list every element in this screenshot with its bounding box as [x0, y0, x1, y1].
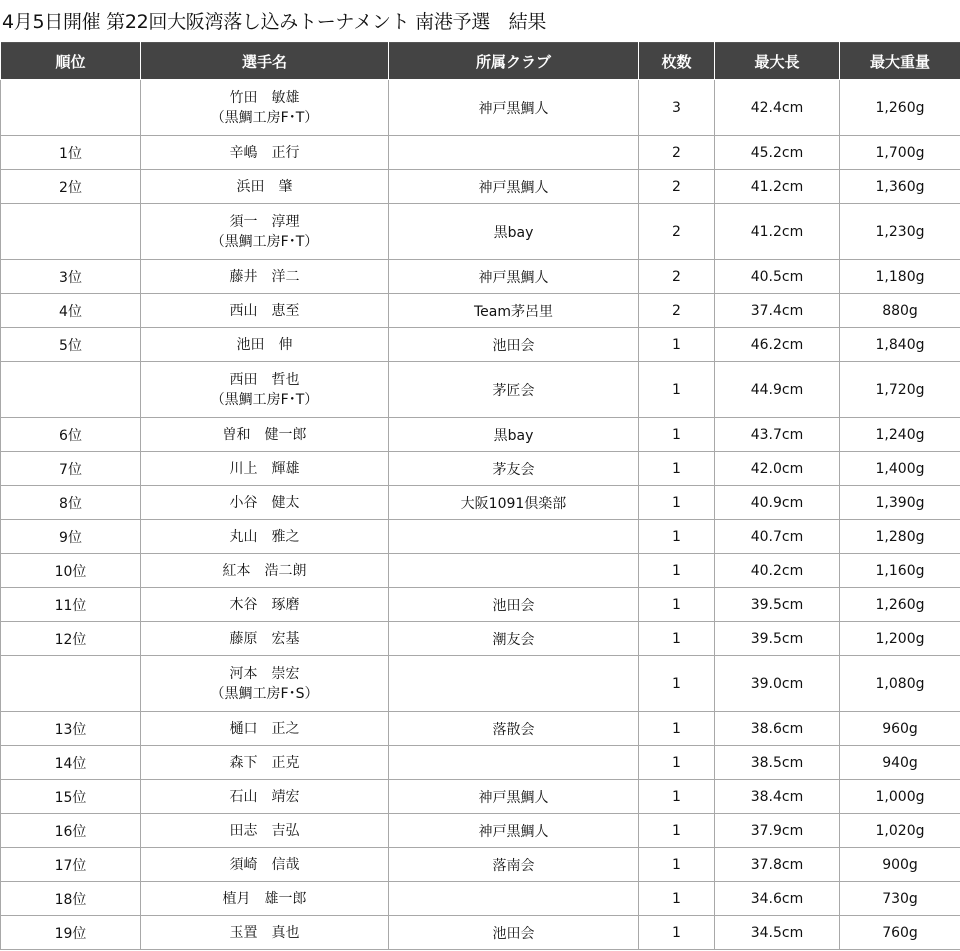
- rank-cell: [1, 80, 141, 136]
- max-length-cell: 41.2cm: [715, 204, 840, 260]
- table-row: [1, 486, 960, 520]
- club-cell: 神戸黒鯛人: [389, 170, 639, 204]
- club-cell: [389, 520, 639, 554]
- player-name: 樋口 正之: [229, 720, 300, 737]
- max-length-cell: 45.2cm: [715, 136, 840, 170]
- count-cell: 1: [639, 712, 715, 746]
- max-weight-cell: 1,840g: [840, 328, 960, 362]
- max-length-cell: 34.5cm: [715, 916, 840, 950]
- player-name: 石山 靖宏: [229, 788, 300, 805]
- max-length-cell: 38.5cm: [715, 746, 840, 780]
- max-length-cell: 46.2cm: [715, 328, 840, 362]
- header-max-length: 最大長: [715, 43, 840, 80]
- table-row: [1, 362, 960, 418]
- results-table: [0, 42, 960, 950]
- max-length-cell: 37.9cm: [715, 814, 840, 848]
- name-cell: [141, 712, 389, 746]
- table-row: [1, 622, 960, 656]
- club-cell: 茅友会: [389, 452, 639, 486]
- rank-cell: [1, 204, 141, 260]
- max-weight-cell: 1,020g: [840, 814, 960, 848]
- table-row: [1, 588, 960, 622]
- player-name: 浜田 肇: [236, 178, 293, 195]
- club-cell: [389, 554, 639, 588]
- player-name: 田志 吉弘: [229, 822, 300, 839]
- count-cell: 1: [639, 622, 715, 656]
- max-length-cell: 43.7cm: [715, 418, 840, 452]
- max-length-cell: 42.0cm: [715, 452, 840, 486]
- max-weight-cell: 1,700g: [840, 136, 960, 170]
- table-row: [1, 882, 960, 916]
- player-name: 川上 輝雄: [229, 460, 300, 477]
- name-cell: [141, 136, 389, 170]
- max-length-cell: 40.7cm: [715, 520, 840, 554]
- player-name: 藤原 宏基: [229, 630, 300, 647]
- player-name: 須一 淳理: [229, 213, 300, 230]
- max-length-cell: 39.5cm: [715, 588, 840, 622]
- club-cell: 池田会: [389, 916, 639, 950]
- table-row: [1, 136, 960, 170]
- count-cell: 3: [639, 80, 715, 136]
- count-cell: 1: [639, 848, 715, 882]
- rank-cell: 16位: [1, 814, 141, 848]
- count-cell: 1: [639, 520, 715, 554]
- club-cell: [389, 882, 639, 916]
- club-cell: [389, 656, 639, 712]
- club-cell: 茅匠会: [389, 362, 639, 418]
- rank-cell: 19位: [1, 916, 141, 950]
- name-cell: [141, 656, 389, 712]
- club-cell: 大阪1091倶楽部: [389, 486, 639, 520]
- table-row: [1, 814, 960, 848]
- table-row: [1, 780, 960, 814]
- max-weight-cell: 900g: [840, 848, 960, 882]
- rank-cell: 5位: [1, 328, 141, 362]
- rank-cell: 3位: [1, 260, 141, 294]
- max-weight-cell: 1,390g: [840, 486, 960, 520]
- player-name: 紅本 浩二朗: [222, 562, 307, 579]
- table-row: [1, 712, 960, 746]
- name-cell: [141, 260, 389, 294]
- header-count: 枚数: [639, 43, 715, 80]
- max-length-cell: 39.0cm: [715, 656, 840, 712]
- name-cell: [141, 486, 389, 520]
- name-cell: [141, 170, 389, 204]
- max-weight-cell: 1,200g: [840, 622, 960, 656]
- max-weight-cell: 1,260g: [840, 588, 960, 622]
- max-weight-cell: 1,160g: [840, 554, 960, 588]
- club-cell: [389, 746, 639, 780]
- max-length-cell: 38.4cm: [715, 780, 840, 814]
- club-cell: [389, 136, 639, 170]
- club-cell: 神戸黒鯛人: [389, 780, 639, 814]
- player-name: 河本 崇宏: [229, 665, 300, 682]
- max-weight-cell: 1,400g: [840, 452, 960, 486]
- name-cell: [141, 848, 389, 882]
- name-cell: [141, 814, 389, 848]
- rank-cell: 8位: [1, 486, 141, 520]
- max-weight-cell: 1,230g: [840, 204, 960, 260]
- count-cell: 2: [639, 204, 715, 260]
- max-weight-cell: 1,080g: [840, 656, 960, 712]
- name-cell: [141, 80, 389, 136]
- rank-cell: [1, 362, 141, 418]
- player-affiliation: （黒鯛工房F･S）: [210, 685, 319, 702]
- player-affiliation: （黒鯛工房F･T）: [210, 233, 319, 250]
- club-cell: 神戸黒鯛人: [389, 814, 639, 848]
- player-name: 辛嶋 正行: [229, 144, 300, 161]
- rank-cell: 18位: [1, 882, 141, 916]
- rank-cell: 4位: [1, 294, 141, 328]
- count-cell: 2: [639, 136, 715, 170]
- max-weight-cell: 760g: [840, 916, 960, 950]
- name-cell: [141, 520, 389, 554]
- club-cell: Team茅呂里: [389, 294, 639, 328]
- count-cell: 1: [639, 588, 715, 622]
- page-title: 4月5日開催 第22回大阪湾落し込みトーナメント 南港予選 結果: [2, 11, 547, 33]
- table-row: [1, 452, 960, 486]
- player-name: 西山 恵至: [229, 302, 300, 319]
- max-weight-cell: 1,360g: [840, 170, 960, 204]
- rank-cell: 11位: [1, 588, 141, 622]
- table-row: [1, 204, 960, 260]
- count-cell: 1: [639, 780, 715, 814]
- count-cell: 2: [639, 294, 715, 328]
- max-weight-cell: 1,720g: [840, 362, 960, 418]
- table-row: [1, 916, 960, 950]
- club-cell: 池田会: [389, 588, 639, 622]
- club-cell: 神戸黒鯛人: [389, 80, 639, 136]
- club-cell: 神戸黒鯛人: [389, 260, 639, 294]
- rank-cell: [1, 656, 141, 712]
- name-cell: [141, 746, 389, 780]
- max-length-cell: 40.9cm: [715, 486, 840, 520]
- rank-cell: 1位: [1, 136, 141, 170]
- rank-cell: 17位: [1, 848, 141, 882]
- rank-cell: 12位: [1, 622, 141, 656]
- rank-cell: 14位: [1, 746, 141, 780]
- max-length-cell: 39.5cm: [715, 622, 840, 656]
- name-cell: [141, 780, 389, 814]
- count-cell: 1: [639, 882, 715, 916]
- name-cell: [141, 916, 389, 950]
- club-cell: 黒bay: [389, 418, 639, 452]
- header-name: 選手名: [141, 43, 389, 80]
- player-affiliation: （黒鯛工房F･T）: [210, 391, 319, 408]
- player-name: 藤井 洋二: [229, 268, 300, 285]
- count-cell: 1: [639, 656, 715, 712]
- count-cell: 1: [639, 916, 715, 950]
- player-affiliation: （黒鯛工房F･T）: [210, 109, 319, 126]
- header-rank: 順位: [1, 43, 141, 80]
- max-weight-cell: 940g: [840, 746, 960, 780]
- name-cell: [141, 882, 389, 916]
- rank-cell: 13位: [1, 712, 141, 746]
- club-cell: 落散会: [389, 712, 639, 746]
- rank-cell: 10位: [1, 554, 141, 588]
- count-cell: 1: [639, 362, 715, 418]
- results-body: [1, 80, 960, 950]
- club-cell: 落南会: [389, 848, 639, 882]
- header-max-weight: 最大重量: [840, 43, 960, 80]
- count-cell: 1: [639, 486, 715, 520]
- table-row: [1, 260, 960, 294]
- player-name: 小谷 健太: [229, 494, 300, 511]
- max-weight-cell: 1,280g: [840, 520, 960, 554]
- count-cell: 2: [639, 260, 715, 294]
- name-cell: [141, 204, 389, 260]
- table-row: [1, 170, 960, 204]
- table-row: [1, 848, 960, 882]
- player-name: 植月 雄一郎: [222, 890, 307, 907]
- player-name: 曽和 健一郎: [222, 426, 307, 443]
- name-cell: [141, 588, 389, 622]
- name-cell: [141, 328, 389, 362]
- table-row: [1, 418, 960, 452]
- max-weight-cell: 1,260g: [840, 80, 960, 136]
- player-name: 須崎 信哉: [229, 856, 300, 873]
- count-cell: 1: [639, 452, 715, 486]
- max-weight-cell: 1,240g: [840, 418, 960, 452]
- player-name: 木谷 琢磨: [229, 596, 300, 613]
- name-cell: [141, 294, 389, 328]
- table-row: [1, 520, 960, 554]
- max-length-cell: 40.5cm: [715, 260, 840, 294]
- club-cell: 黒bay: [389, 204, 639, 260]
- club-cell: 池田会: [389, 328, 639, 362]
- name-cell: [141, 452, 389, 486]
- player-name: 池田 伸: [236, 336, 293, 353]
- max-weight-cell: 1,180g: [840, 260, 960, 294]
- max-weight-cell: 960g: [840, 712, 960, 746]
- table-row: [1, 294, 960, 328]
- player-name: 竹田 敏雄: [229, 89, 300, 106]
- rank-cell: 7位: [1, 452, 141, 486]
- rank-cell: 9位: [1, 520, 141, 554]
- player-name: 丸山 雅之: [229, 528, 300, 545]
- count-cell: 1: [639, 814, 715, 848]
- table-row: [1, 656, 960, 712]
- max-length-cell: 38.6cm: [715, 712, 840, 746]
- name-cell: [141, 418, 389, 452]
- table-row: [1, 554, 960, 588]
- count-cell: 1: [639, 328, 715, 362]
- rank-cell: 6位: [1, 418, 141, 452]
- count-cell: 1: [639, 418, 715, 452]
- table-row: [1, 80, 960, 136]
- player-name: 森下 正克: [229, 754, 300, 771]
- header-row: [1, 43, 960, 80]
- table-row: [1, 328, 960, 362]
- max-length-cell: 41.2cm: [715, 170, 840, 204]
- player-name: 西田 哲也: [229, 371, 300, 388]
- max-length-cell: 40.2cm: [715, 554, 840, 588]
- header-club: 所属クラブ: [389, 43, 639, 80]
- count-cell: 2: [639, 170, 715, 204]
- max-weight-cell: 1,000g: [840, 780, 960, 814]
- max-length-cell: 37.4cm: [715, 294, 840, 328]
- count-cell: 1: [639, 554, 715, 588]
- name-cell: [141, 362, 389, 418]
- max-length-cell: 34.6cm: [715, 882, 840, 916]
- player-name: 玉置 真也: [229, 924, 300, 941]
- name-cell: [141, 622, 389, 656]
- name-cell: [141, 554, 389, 588]
- rank-cell: 2位: [1, 170, 141, 204]
- rank-cell: 15位: [1, 780, 141, 814]
- max-length-cell: 37.8cm: [715, 848, 840, 882]
- max-weight-cell: 730g: [840, 882, 960, 916]
- table-row: [1, 746, 960, 780]
- max-length-cell: 44.9cm: [715, 362, 840, 418]
- count-cell: 1: [639, 746, 715, 780]
- max-length-cell: 42.4cm: [715, 80, 840, 136]
- club-cell: 潮友会: [389, 622, 639, 656]
- max-weight-cell: 880g: [840, 294, 960, 328]
